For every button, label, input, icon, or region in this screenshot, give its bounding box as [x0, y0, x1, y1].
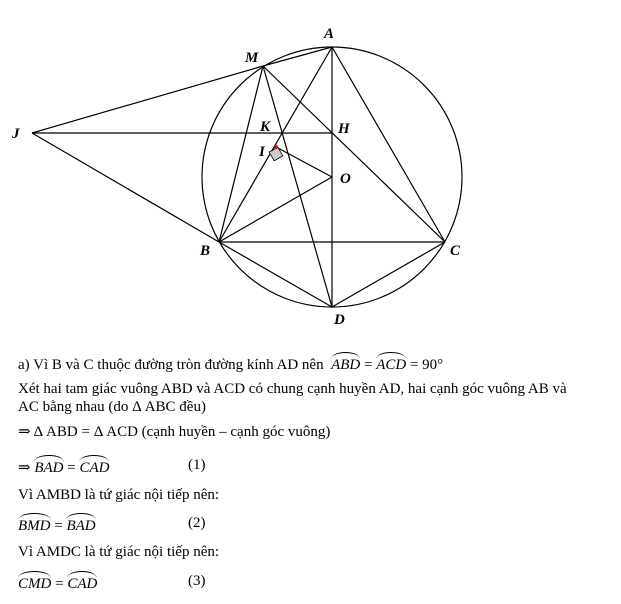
- tag-3: (3): [188, 573, 206, 589]
- segment-md: [263, 66, 332, 307]
- arc-bad: BAD: [34, 456, 63, 477]
- segment-cd: [332, 242, 445, 307]
- arc-acd: ACD: [376, 353, 406, 374]
- label-m: M: [245, 50, 259, 66]
- segment-jb: [32, 133, 219, 242]
- segment-bo: [219, 177, 332, 242]
- label-i: I: [259, 144, 265, 160]
- text-line-3: AC bằng nhau (do Δ ABC đều): [18, 399, 206, 415]
- label-h: H: [338, 121, 350, 137]
- text-line-1: [18, 353, 443, 374]
- arc-cad: CAD: [79, 456, 109, 477]
- segment-ac: [332, 47, 445, 242]
- tag-2: (2): [188, 515, 206, 531]
- text-line-9: [18, 572, 206, 593]
- text-line-5: [18, 456, 206, 477]
- text-line-4: ⇒ Δ ABD = Δ ACD (cạnh huyền – cạnh góc vuông): [18, 424, 331, 440]
- text-line-2: Xét hai tam giác vuông ABD và ACD có chung cạnh huyền AD, hai cạnh góc vuông AB và: [18, 381, 567, 397]
- point-i-dot: [274, 145, 278, 149]
- arc-bmd: BMD: [18, 514, 51, 535]
- text-line-7: [18, 514, 206, 535]
- segment-oi: [276, 147, 332, 177]
- line1-prefix: a) Vì B và C thuộc đường tròn đường kính AD nên: [18, 357, 324, 373]
- label-a: A: [324, 26, 335, 42]
- label-j: J: [12, 126, 20, 142]
- segment-ma: [263, 47, 332, 66]
- label-c: C: [450, 243, 461, 259]
- line5-eq: =: [67, 460, 76, 476]
- arc-bad-2: BAD: [66, 514, 95, 535]
- arc-cad-2: CAD: [67, 572, 97, 593]
- line5-prefix: ⇒: [18, 460, 31, 476]
- line7-eq: =: [54, 518, 63, 534]
- tag-1: (1): [188, 457, 206, 473]
- line1-eq: =: [364, 357, 373, 373]
- label-b: B: [200, 243, 211, 259]
- text-line-6: Vì AMBD là tứ giác nội tiếp nên:: [18, 487, 220, 503]
- arc-cmd: CMD: [18, 572, 51, 593]
- text-line-8: Vì AMDC là tứ giác nội tiếp nên:: [18, 544, 220, 560]
- segment-ab: [219, 47, 332, 242]
- arc-abd: ABD: [331, 353, 360, 374]
- label-k: K: [260, 119, 271, 135]
- label-d: D: [334, 312, 345, 328]
- line1-suffix: = 90°: [409, 357, 444, 373]
- segment-mb: [219, 66, 263, 242]
- label-o: O: [340, 171, 351, 187]
- line9-eq: =: [55, 576, 64, 592]
- segment-bd: [219, 242, 332, 307]
